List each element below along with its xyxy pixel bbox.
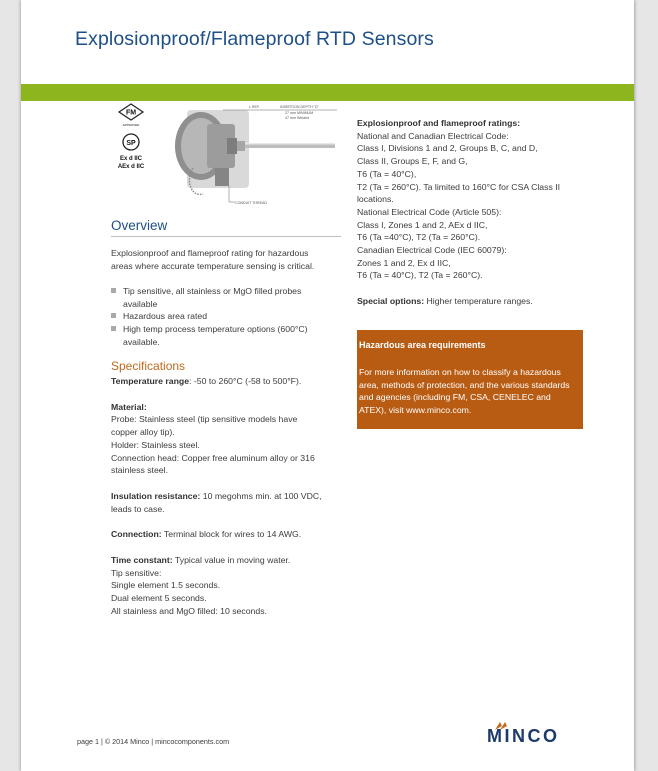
- spec-line: stainless steel.: [111, 465, 168, 476]
- hazard-body: [359, 366, 581, 417]
- header-band: [21, 84, 634, 101]
- dim-insertion-3: 47 mm Welded: [285, 116, 310, 120]
- csa-mark: [123, 134, 139, 150]
- page-footer: [77, 737, 229, 746]
- special-options-value: Higher temperature ranges.: [424, 296, 533, 307]
- product-image: [111, 102, 345, 210]
- dim-l-ref: L REF.: [249, 105, 260, 109]
- spec-value: Typical value in moving water.: [172, 555, 291, 566]
- feature-item: [111, 323, 343, 348]
- spec-time-constant: [111, 554, 343, 618]
- spec-material: [111, 401, 343, 477]
- hazard-line: and agencies (including FM, CSA, CENELEC and: [359, 392, 551, 403]
- fm-mark-text: FM: [125, 109, 137, 117]
- spec-line: Single element 1.5 seconds.: [111, 580, 221, 591]
- spec-connection: [111, 528, 343, 541]
- special-options-label: Special options:: [357, 296, 425, 307]
- feature-item: [111, 285, 343, 310]
- sensor-photo: [175, 110, 335, 194]
- rating-line: T6 (Ta =40°C), T2 (Ta = 260°C).: [357, 232, 481, 243]
- rating-line: T6 (Ta = 40°C), T2 (Ta = 260°C).: [357, 270, 483, 281]
- spec-line: Tip sensitive:: [111, 567, 162, 578]
- page-number: page 1: [77, 737, 99, 746]
- feature-text: Hazardous area rated: [123, 311, 208, 322]
- feature-text: High temp process temperature options (600°C): [123, 324, 308, 335]
- fm-approval-mark: [119, 104, 143, 127]
- csa-mark-text: SP: [126, 140, 136, 147]
- overview-heading: Overview: [111, 218, 341, 237]
- spec-label: Insulation resistance:: [111, 490, 201, 501]
- feature-text: available: [123, 298, 158, 309]
- hazard-line: For more information on how to classify a hazardous: [359, 367, 561, 377]
- specifications-block: [111, 375, 343, 631]
- spec-line: Dual element 5 seconds.: [111, 593, 207, 604]
- dim-insertion-2: 27 mm MINIMUM: [285, 111, 314, 115]
- rating-line: T6 (Ta = 40°C),: [357, 168, 417, 179]
- overview-intro: [111, 247, 341, 272]
- dim-insertion-1: INSERTION DEPTH "D": [280, 105, 319, 109]
- fm-approved-text: APPROVED: [122, 123, 140, 127]
- specifications-heading: Specifications: [111, 359, 186, 373]
- feature-text: available.: [123, 336, 160, 347]
- spec-label: Temperature range: [111, 376, 190, 386]
- rating-line: National and Canadian Electrical Code:: [357, 130, 509, 141]
- overview-intro-line: Explosionproof and flameproof rating for hazardous: [111, 248, 309, 258]
- spec-line: copper alloy tip).: [111, 427, 175, 438]
- spec-line: All stainless and MgO filled: 10 seconds.: [111, 605, 267, 616]
- spec-label: Time constant:: [111, 555, 173, 566]
- spec-value: Terminal block for wires to 14 AWG.: [161, 529, 302, 540]
- bullet-icon: [111, 326, 116, 331]
- document-page: [21, 0, 634, 771]
- rating-line: National Electrical Code (Article 505):: [357, 206, 502, 217]
- ex-rating-1: Ex d IIC: [119, 156, 143, 162]
- rating-line: Class I, Divisions 1 and 2, Groups B, C, and D,: [357, 143, 538, 154]
- spec-label: Material:: [111, 401, 147, 412]
- feature-item: [111, 310, 343, 323]
- rating-line: Zones 1 and 2, Ex d IIC,: [357, 257, 451, 268]
- logo-wordmark: MINCO: [487, 726, 560, 746]
- ex-rating-2: AEx d IIC: [117, 164, 145, 170]
- spec-line: leads to case.: [111, 503, 165, 514]
- spec-temperature: [111, 375, 343, 388]
- conduit-thread-label: CONDUIT THREAD: [235, 201, 268, 205]
- hazardous-area-callout: [357, 330, 583, 429]
- hazard-line: area, methods of protection, and the various standards: [359, 379, 570, 390]
- spec-line: Holder: Stainless steel.: [111, 439, 200, 450]
- footer-copyright: | © 2014 Minco | mincocomponents.com: [98, 737, 230, 746]
- ratings-heading: Explosionproof and flameproof ratings:: [357, 118, 521, 128]
- ratings-paragraph: [357, 117, 592, 282]
- hazard-title: Hazardous area requirements: [359, 340, 486, 350]
- overview-intro-line: areas where accurate temperature sensing is critical.: [111, 260, 315, 271]
- spec-value: : -50 to 260°C (-58 to 500°F).: [189, 376, 302, 386]
- spec-label: Connection:: [111, 529, 162, 540]
- spec-value: 10 megohms min. at 100 VDC,: [200, 490, 322, 501]
- rating-line: locations.: [357, 194, 394, 205]
- page-title: Explosionproof/Flameproof RTD Sensors: [75, 28, 434, 50]
- hazard-line[interactable]: ATEX), visit www.minco.com.: [359, 405, 472, 416]
- spec-line: Probe: Stainless steel (tip sensitive models have: [111, 414, 298, 425]
- ratings-block: [357, 117, 592, 321]
- feature-list: [111, 285, 343, 349]
- spec-insulation: [111, 490, 343, 515]
- special-options: [357, 295, 592, 308]
- rating-line: T2 (Ta = 260°C). Ta limited to 160°C for CSA Class II: [357, 181, 561, 192]
- minco-logo: [487, 722, 587, 752]
- rating-line: Class II, Groups E, F, and G,: [357, 156, 468, 167]
- bullet-icon: [111, 313, 116, 318]
- rating-line: Class I, Zones 1 and 2, AEx d IIC,: [357, 219, 488, 230]
- feature-text: Tip sensitive, all stainless or MgO filled probes: [123, 286, 302, 296]
- spec-line: Connection head: Copper free aluminum alloy or 316: [111, 452, 315, 463]
- rating-line: Canadian Electrical Code (IEC 60079):: [357, 245, 507, 256]
- bullet-icon: [111, 288, 116, 293]
